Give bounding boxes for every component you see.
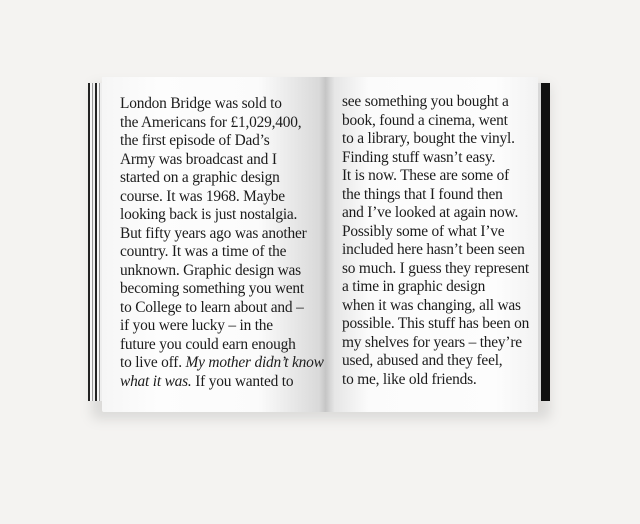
text-line — [120, 354, 324, 373]
text-line: unknown. Graphic design was — [120, 261, 301, 279]
text-line: when it was changing, all was — [342, 296, 521, 314]
text-line: looking back is just nostalgia. — [120, 206, 298, 223]
text-fragment: to live off. — [120, 354, 182, 371]
text-line: and I’ve looked at again now. — [342, 204, 519, 221]
right-page — [326, 77, 538, 412]
text-line: started on a graphic design — [120, 169, 280, 186]
text-line: Finding stuff wasn’t easy. — [342, 148, 496, 166]
text-line: the first episode of Dad’s — [120, 132, 270, 149]
italic-quote: My mother didn’t know — [181, 354, 324, 371]
text-line: But fifty years ago was another — [120, 224, 307, 242]
text-line: to College to learn about and – — [120, 298, 304, 316]
text-line: the things that I found then — [342, 185, 503, 203]
text-line: book, found a cinema, went — [342, 111, 508, 129]
text-line: to me, like old friends. — [342, 370, 477, 388]
text-line: course. It was 1968. Maybe — [120, 187, 285, 205]
page-edges-right — [538, 83, 550, 401]
text-line: used, abused and they feel, — [342, 352, 503, 369]
text-line: Army was broadcast and I — [120, 150, 277, 168]
text-line: see something you bought a — [342, 93, 509, 110]
text-line: included here hasn’t been seen — [342, 241, 525, 258]
open-book — [88, 77, 550, 412]
text-line: possible. This stuff has been on — [342, 315, 530, 332]
text-line: becoming something you went — [120, 280, 304, 297]
text-line: if you were lucky – in the — [120, 317, 273, 334]
left-page-text — [120, 95, 324, 391]
italic-quote: what it was. — [120, 372, 192, 390]
text-line: It is now. These are some of — [342, 167, 510, 184]
right-page-text — [342, 93, 529, 389]
text-line: London Bridge was sold to — [120, 95, 282, 112]
text-line: so much. I guess they represent — [342, 259, 529, 277]
text-line: the Americans for £1,029,400, — [120, 113, 302, 131]
text-fragment: If you wanted to — [191, 372, 294, 390]
text-line: future you could earn enough — [120, 335, 296, 353]
text-line: to a library, bought the vinyl. — [342, 130, 515, 147]
text-line: a time in graphic design — [342, 278, 486, 295]
text-line — [120, 373, 324, 392]
left-page — [102, 77, 326, 412]
text-line: Possibly some of what I’ve — [342, 222, 505, 240]
text-line: country. It was a time of the — [120, 243, 287, 260]
page-edges-left — [88, 83, 102, 401]
text-line: my shelves for years – they’re — [342, 333, 522, 351]
